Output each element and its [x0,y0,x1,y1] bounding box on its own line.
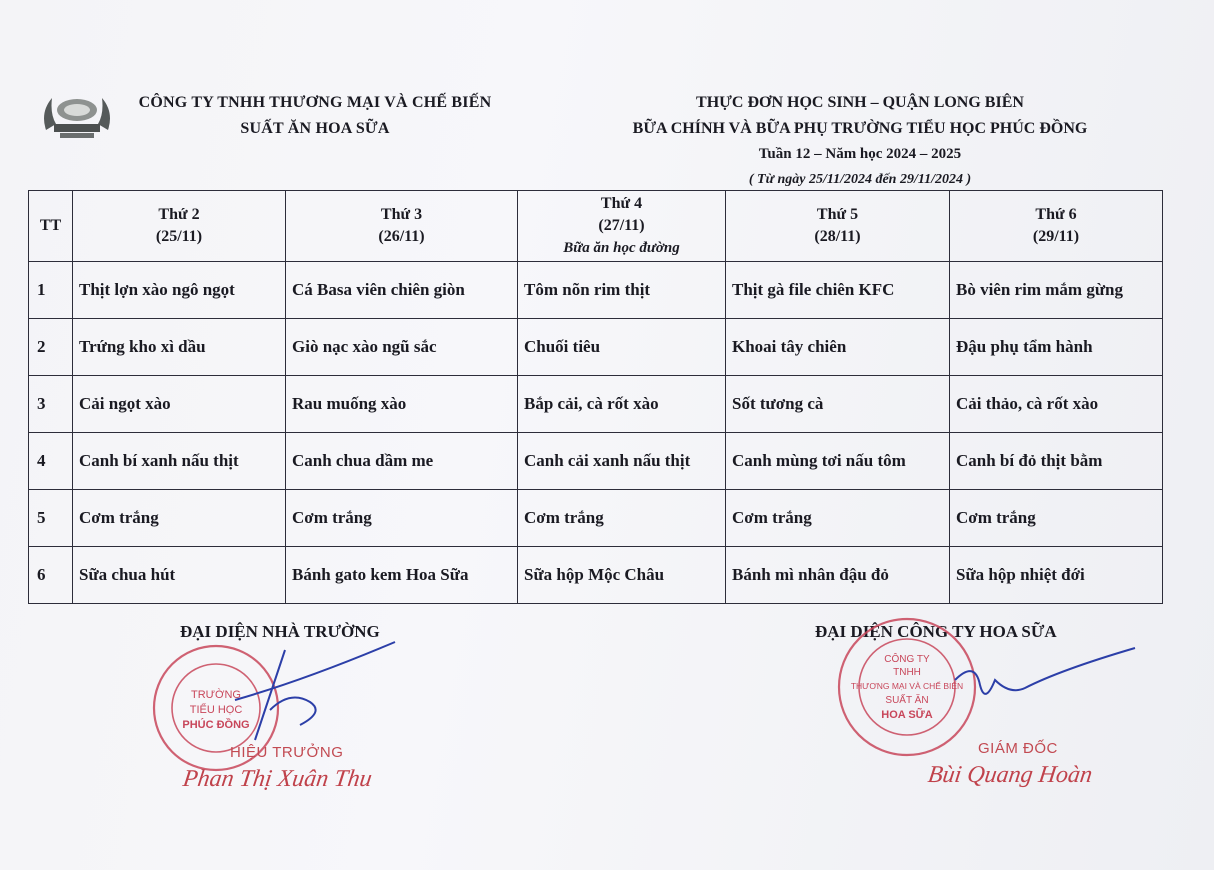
table-row [29,262,1163,319]
menu-cell: Cơm trắng [726,490,950,547]
menu-cell: Cơm trắng [518,490,726,547]
school-representative-title: ĐẠI DIỆN NHÀ TRƯỜNG [180,622,380,641]
company-name [100,90,530,142]
day-date: (27/11) [598,217,645,234]
menu-cell: Cải thảo, cà rốt xào [950,376,1163,433]
menu-title-line1: THỰC ĐƠN HỌC SINH – QUẬN LONG BIÊN [696,94,1024,111]
menu-cell: Cơm trắng [286,490,518,547]
principal-role: HIỆU TRƯỞNG [230,744,344,761]
table-row [29,376,1163,433]
day-date: (28/11) [814,228,861,245]
date-range: ( Từ ngày 25/11/2024 đến 29/11/2024 ) [748,172,972,187]
menu-cell: Cơm trắng [73,490,286,547]
company-signature-icon [950,640,1140,720]
menu-cell: Chuối tiêu [518,319,726,376]
svg-text:TIỂU HỌC: TIỂU HỌC [189,704,243,716]
menu-title [600,90,1120,142]
row-number: 2 [29,319,73,376]
menu-cell: Bánh mì nhân đậu đỏ [726,547,950,604]
day-header [73,191,286,262]
school-signature-icon [215,630,405,760]
tt-header: TT [29,191,73,262]
menu-cell: Đậu phụ tẩm hành [950,319,1163,376]
day-date: (25/11) [155,228,203,245]
svg-text:HOA SỮA: HOA SỮA [881,709,933,721]
principal-name: Phan Thị Xuân Thu [181,766,374,792]
day-header [950,191,1163,262]
svg-text:THƯƠNG MẠI VÀ CHẾ BIẾN: THƯƠNG MẠI VÀ CHẾ BIẾN [850,681,964,691]
company-line1: CÔNG TY TNHH THƯƠNG MẠI VÀ CHẾ BIẾN [138,94,492,111]
week-label: Tuần 12 – Năm học 2024 – 2025 [758,146,962,162]
director-role: GIÁM ĐỐC [978,740,1058,757]
menu-cell: Tôm nõn rim thịt [518,262,726,319]
director-name: Bùi Quang Hoàn [926,762,1094,788]
menu-cell: Canh mùng tơi nấu tôm [726,433,950,490]
day-header [286,191,518,262]
menu-cell: Trứng kho xì dầu [73,319,286,376]
menu-cell: Canh bí xanh nấu thịt [73,433,286,490]
menu-title-line2: BỮA CHÍNH VÀ BỮA PHỤ TRƯỜNG TIỂU HỌC PHÚC ĐỒNG [632,120,1088,137]
menu-cell: Thịt lợn xào ngô ngọt [73,262,286,319]
menu-cell: Canh bí đỏ thịt bằm [950,433,1163,490]
menu-cell: Cải ngọt xào [73,376,286,433]
menu-cell: Rau muống xào [286,376,518,433]
menu-cell: Canh chua dầm me [286,433,518,490]
menu-cell: Sốt tương cà [726,376,950,433]
menu-cell: Sữa hộp nhiệt đới [950,547,1163,604]
table-row [29,433,1163,490]
day-date: (26/11) [378,228,425,245]
menu-cell: Thịt gà file chiên KFC [726,262,950,319]
svg-text:PHÚC ĐỒNG: PHÚC ĐỒNG [182,719,250,731]
table-row [29,547,1163,604]
menu-cell: Khoai tây chiên [726,319,950,376]
row-number: 3 [29,376,73,433]
day-name: Thứ 5 [816,206,859,223]
day-header [726,191,950,262]
menu-cell: Cơm trắng [950,490,1163,547]
table-header-row [29,191,1163,262]
row-number: 5 [29,490,73,547]
menu-cell: Giò nạc xào ngũ sắc [286,319,518,376]
svg-text:TRƯỜNG: TRƯỜNG [191,689,241,701]
menu-cell: Canh cải xanh nấu thịt [518,433,726,490]
day-name: Thứ 4 [600,195,643,212]
menu-cell: Cá Basa viên chiên giòn [286,262,518,319]
day-name: Thứ 2 [158,206,200,223]
row-number: 4 [29,433,73,490]
menu-cell: Sữa hộp Mộc Châu [518,547,726,604]
svg-text:TNHH: TNHH [893,667,921,678]
row-number: 6 [29,547,73,604]
table-row [29,490,1163,547]
menu-cell: Bánh gato kem Hoa Sữa [286,547,518,604]
day-header [518,191,726,262]
menu-cell: Sữa chua hút [73,547,286,604]
svg-text:SUẤT ĂN: SUẤT ĂN [885,695,929,706]
menu-cell: Bắp cải, cà rốt xào [518,376,726,433]
day-date: (29/11) [1032,228,1080,245]
day-name: Thứ 3 [380,206,423,223]
row-number: 1 [29,262,73,319]
company-line2: SUẤT ĂN HOA SỮA [240,120,390,137]
menu-table [28,190,1163,604]
day-name: Thứ 6 [1035,206,1077,223]
company-representative-title: ĐẠI DIỆN CÔNG TY HOA SỮA [815,622,1057,641]
svg-text:CÔNG TY: CÔNG TY [884,654,930,665]
table-row [29,319,1163,376]
day-note: Bữa ăn học đường [563,240,680,256]
menu-cell: Bò viên rim mắm gừng [950,262,1163,319]
